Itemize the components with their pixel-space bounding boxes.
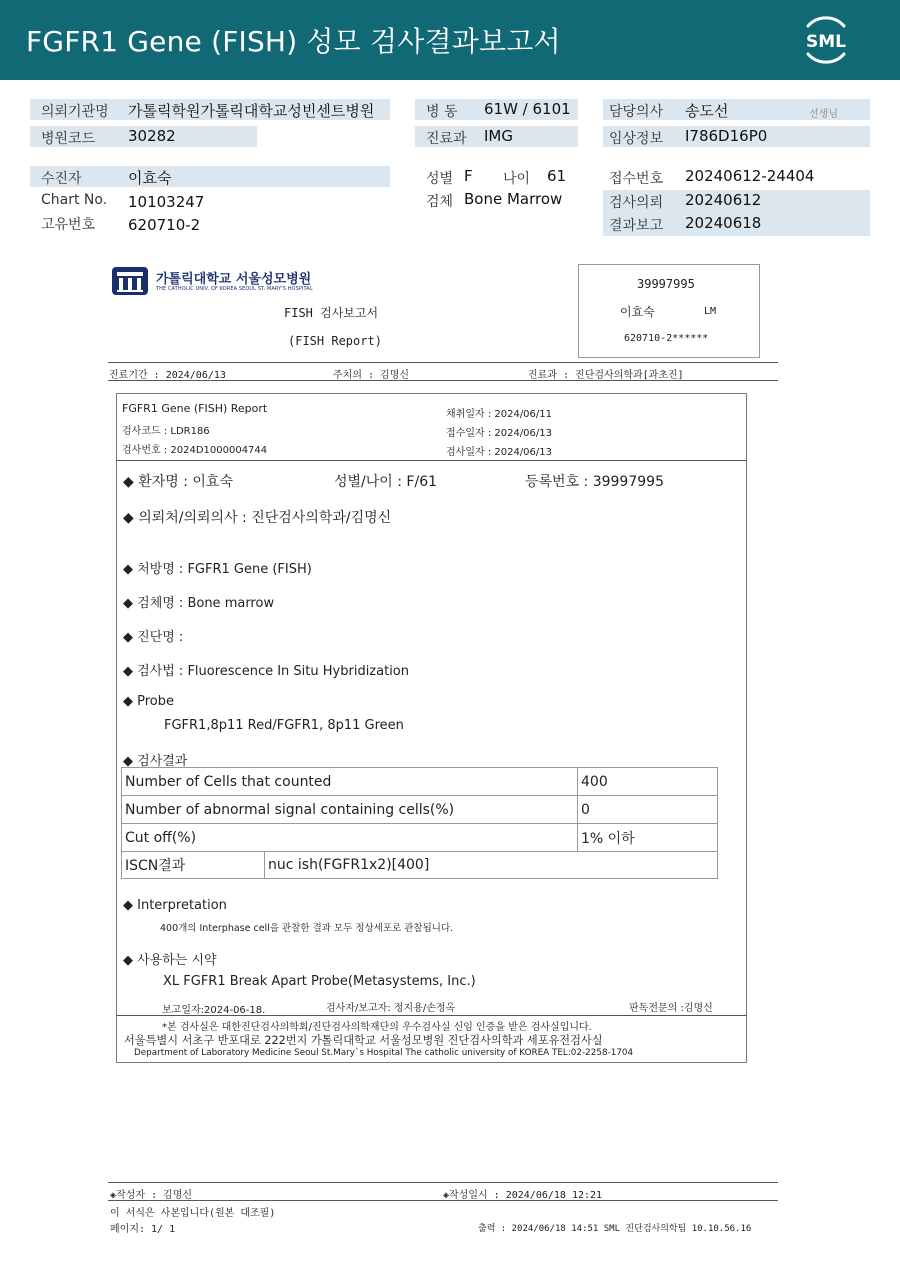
address-line: 서울특별시 서초구 반포대로 222번지 가톨릭대학교 서울성모병원 진단검사의학과 세포유전검사실 [124, 1034, 603, 1047]
doc-title: FISH 검사보고서 [284, 306, 379, 320]
examinee-row [30, 166, 390, 187]
doctor-label: 담당의사 [609, 104, 664, 120]
unique-value: 620710-2 [128, 216, 201, 234]
tester-line: 검사자/보고자: 정지용/손정옥 [326, 1003, 456, 1014]
doctor-value: 송도선 [685, 102, 729, 120]
exam-date: 검사일자 : 2024/06/13 [446, 447, 553, 458]
sex-value: F [464, 167, 473, 185]
table-row [122, 824, 718, 852]
iscn-value: nuc ish(FGFR1x2)[400] [265, 852, 718, 879]
collect-date: 채취일자 : 2024/06/11 [446, 409, 553, 420]
chart-label: Chart No. [41, 192, 108, 208]
divider [108, 380, 778, 381]
age-label: 나이 [503, 171, 531, 187]
test-name: FGFR1 Gene (FISH) Report [122, 402, 268, 415]
ward-value: 61W / 6101 [484, 100, 571, 118]
clinical-label: 임상정보 [609, 131, 664, 147]
line-probe: ◆ Probe [123, 694, 175, 709]
result-value: 1% 이하 [578, 824, 718, 852]
table-row [122, 796, 718, 824]
page-number: 페이지: 1/ 1 [110, 1224, 176, 1235]
reagent-text: XL FGFR1 Break Apart Probe(Metasystems, Inc.) [163, 974, 476, 989]
copy-note: 이 서식은 사본입니다(원본 대조필) [110, 1208, 276, 1219]
footer-author: ◈작성자 : 김명신 [110, 1190, 193, 1201]
request-value: 20240612 [685, 191, 762, 209]
visit-period: 진료기간 : 2024/06/13 [109, 370, 226, 381]
unique-label: 고유번호 [41, 217, 96, 233]
report-value: 20240618 [685, 214, 762, 232]
id-number: 39997995 [637, 277, 695, 291]
attending-doctor: 주치의 : 김명신 [333, 370, 410, 381]
probe-detail: FGFR1,8p11 Red/FGFR1, 8p11 Green [164, 718, 404, 733]
test-code: 검사코드 : LDR186 [122, 426, 210, 437]
id-rrn: 620710-2****** [624, 333, 709, 344]
test-number: 검사번호 : 2024D1000004744 [122, 445, 268, 456]
line-diagnosis: ◆ 진단명 : [123, 630, 184, 645]
cert-line: *본 검사실은 대한진단검사의학회/진단검사의학재단의 우수검사실 신임 인증을 받은 검사실입니다. [162, 1022, 592, 1033]
divider [116, 1015, 747, 1016]
specimen-value: Bone Marrow [464, 190, 563, 208]
request-label: 검사의뢰 [609, 195, 664, 211]
dept-line: Department of Laboratory Medicine Seoul St.Mary`s Hospital The catholic university of KOREA TEL:02-2258-1704 [134, 1048, 634, 1058]
line-reg-no: 등록번호 : 39997995 [525, 474, 664, 490]
results-table [121, 767, 718, 852]
table-row [122, 768, 718, 796]
header-bar [0, 0, 900, 80]
hospital-name-en: THE CATHOLIC UNIV. OF KOREA SEOUL ST. MARY'S HOSPITAL [156, 286, 313, 292]
iscn-label: ISCN결과 [122, 852, 265, 879]
reader-line: 판독전문의 :김명신 [629, 1003, 713, 1014]
receipt-label: 접수번호 [609, 171, 664, 187]
divider [108, 1200, 778, 1201]
line-result: ◆ 검사결과 [123, 754, 188, 769]
age-value: 61 [547, 167, 567, 185]
line-requester: ◆ 의뢰처/의뢰의사 : 진단검사의학과/김명신 [123, 510, 392, 526]
dept-value: IMG [484, 127, 513, 145]
logo-text: SML [806, 32, 846, 52]
dept-label: 진료과 [426, 131, 467, 147]
hospital-logo-icon [111, 266, 149, 296]
sml-logo-icon [798, 12, 854, 68]
hospital-code-label: 병원코드 [41, 131, 96, 147]
table-row [122, 852, 718, 879]
clinical-value: I786D16P0 [685, 127, 768, 145]
visit-dept: 진료과 : 진단검사의학과[과초진] [528, 370, 684, 381]
report-date-line: 보고일자:2024-06-18. [162, 1005, 266, 1016]
examinee-label: 수진자 [41, 171, 82, 187]
result-value: 400 [578, 768, 718, 796]
divider [108, 1182, 778, 1183]
receive-date: 접수일자 : 2024/06/13 [446, 428, 553, 439]
line-reagent: ◆ 사용하는 시약 [123, 953, 217, 968]
result-item: Number of Cells that counted [122, 768, 578, 796]
interpretation-text: 400개의 Interphase cell을 관찰한 결과 모두 정상세포로 관찰됩니다. [160, 923, 454, 934]
institution-label: 의뢰기관명 [41, 104, 109, 120]
line-specimen: ◆ 검체명 : Bone marrow [123, 596, 275, 611]
result-value: 0 [578, 796, 718, 824]
institution-value: 가톨릭학원가톨릭대학교성빈센트병원 [128, 102, 375, 120]
hospital-name: 가톨릭대학교 서울성모병원 [156, 272, 312, 287]
sex-label: 성별 [426, 171, 454, 187]
chart-value: 10103247 [128, 193, 205, 211]
id-name: 이효숙 [620, 305, 655, 319]
divider [108, 362, 778, 363]
iscn-table [121, 851, 718, 879]
line-patient: ◆ 환자명 : 이효숙 [123, 474, 233, 490]
result-item: Number of abnormal signal containing cells(%) [122, 796, 578, 824]
examinee-value: 이효숙 [128, 169, 172, 187]
divider [116, 460, 747, 461]
report-label: 결과보고 [609, 218, 664, 234]
line-interpretation: ◆ Interpretation [123, 898, 227, 913]
line-sex-age: 성별/나이 : F/61 [334, 474, 438, 490]
page-title: FGFR1 Gene (FISH) 성모 검사결과보고서 [26, 25, 561, 58]
hospital-code-value: 30282 [128, 127, 176, 145]
line-method: ◆ 검사법 : Fluorescence In Situ Hybridization [123, 664, 409, 679]
receipt-value: 20240612-24404 [685, 167, 815, 185]
printed-info: 출력 : 2024/06/18 14:51 SML 진단검사의학팀 10.10.56.16 [478, 1224, 752, 1234]
result-item: Cut off(%) [122, 824, 578, 852]
specimen-label: 검체 [426, 194, 454, 210]
line-prescription: ◆ 처방명 : FGFR1 Gene (FISH) [123, 562, 312, 577]
id-tag: LM [704, 306, 717, 317]
footer-created: ◈작성일시 : 2024/06/18 12:21 [443, 1190, 603, 1201]
doctor-suffix: 선생님 [809, 109, 838, 120]
ward-label: 병 동 [426, 104, 458, 120]
doc-subtitle: (FISH Report) [288, 334, 382, 348]
